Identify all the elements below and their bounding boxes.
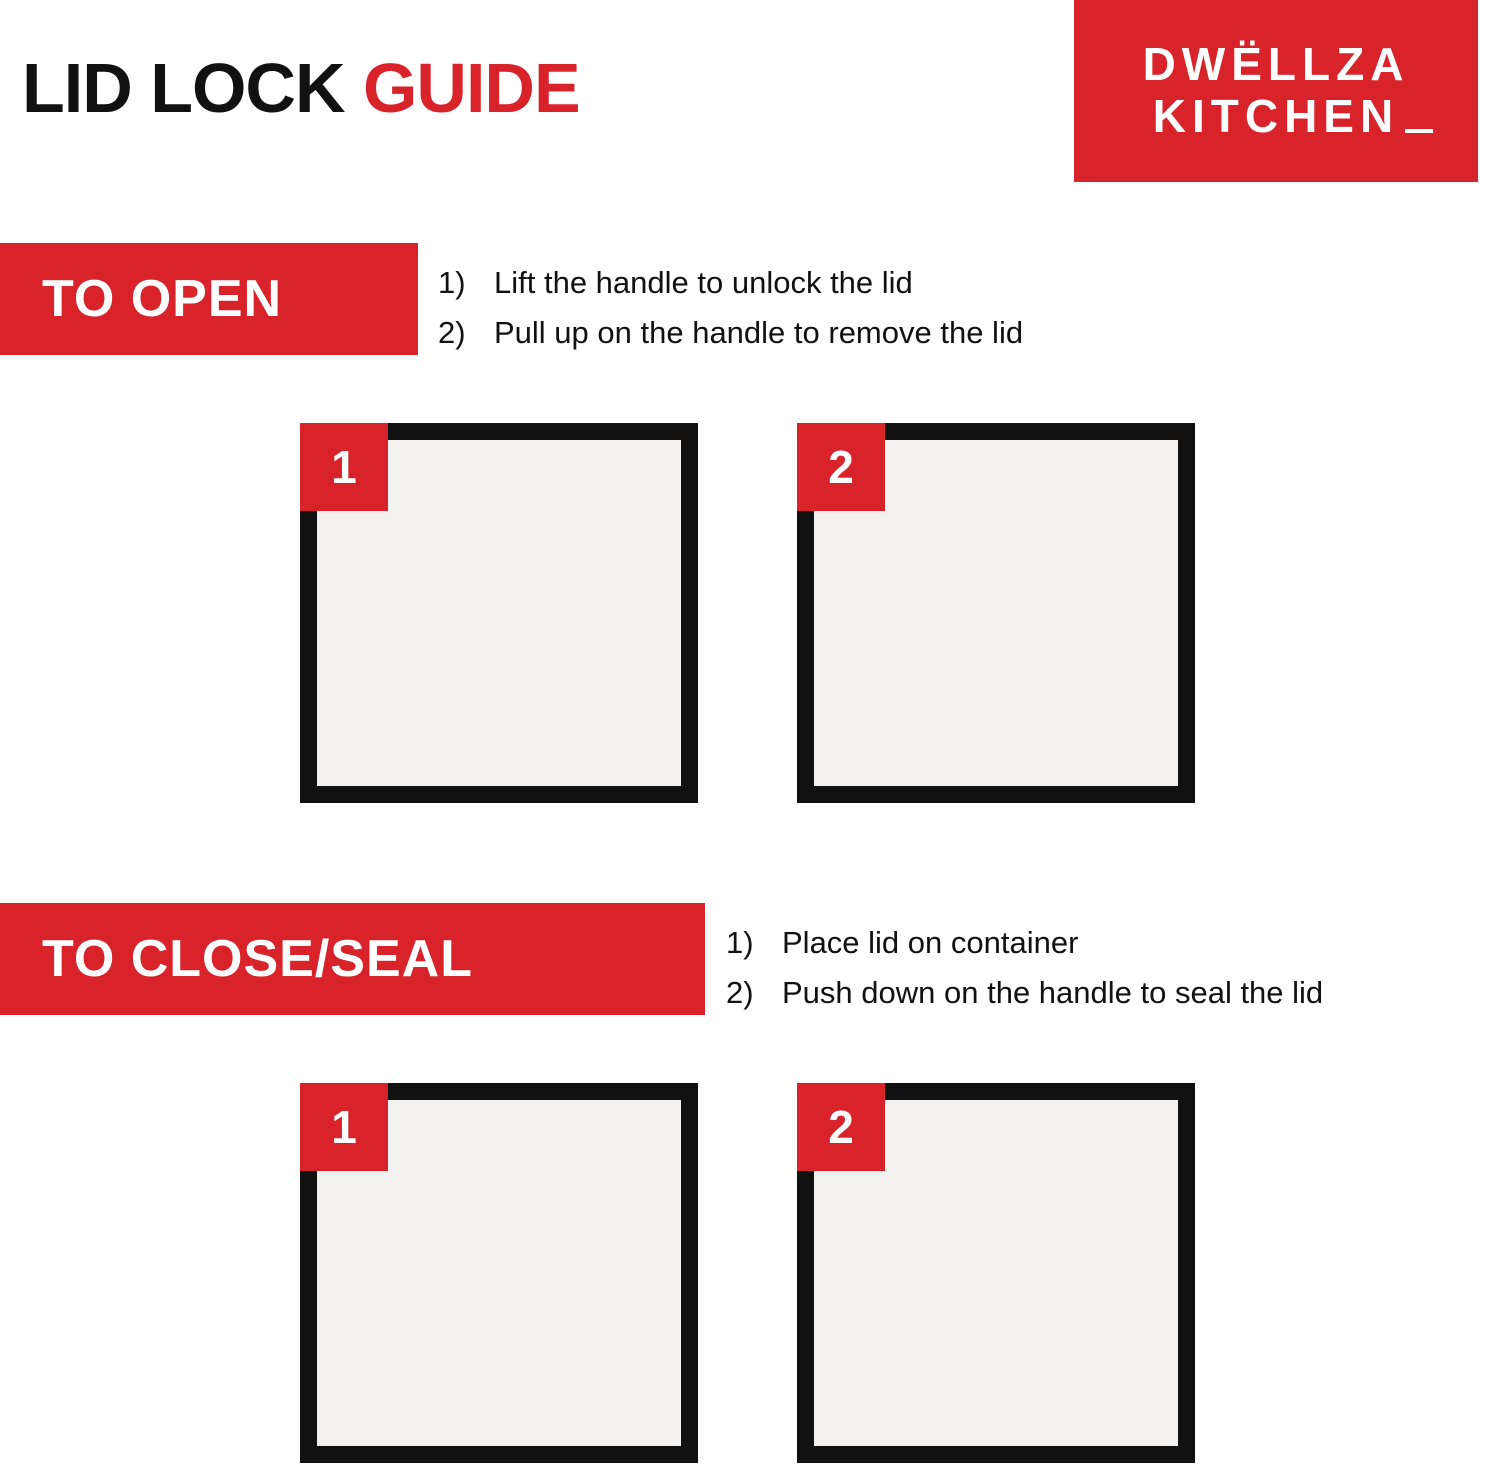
step-text: Push down on the handle to seal the lid <box>782 975 1324 1011</box>
step-number: 1) <box>438 265 466 300</box>
page-title <box>22 48 580 128</box>
steps-list-to-open <box>438 258 1023 358</box>
instruction-photo-close-2 <box>797 1083 1195 1463</box>
brand-name-line-2: KITCHEN <box>1152 90 1400 142</box>
step-number: 1) <box>726 925 754 960</box>
step-badge-close-2: 2 <box>797 1083 885 1171</box>
step-number: 2) <box>438 315 466 351</box>
brand-name-line-1: DWËLLZA <box>1142 38 1410 91</box>
instruction-photo-close-1 <box>300 1083 698 1463</box>
step-item <box>438 308 1023 358</box>
page-title-main: LID LOCK <box>22 49 363 127</box>
page-title-accent: GUIDE <box>362 49 580 127</box>
steps-list-to-close-seal <box>726 918 1323 1018</box>
step-badge-open-2: 2 <box>797 423 885 511</box>
step-text: Lift the handle to unlock the lid <box>494 265 913 300</box>
section-banner-to-open <box>0 243 418 355</box>
instruction-photo-open-1 <box>300 423 698 803</box>
step-item <box>726 968 1323 1018</box>
section-banner-to-close-seal-label: TO CLOSE/SEAL <box>42 930 473 988</box>
section-banner-to-open-label: TO OPEN <box>42 270 283 328</box>
step-badge-open-1: 1 <box>300 423 388 511</box>
step-text: Pull up on the handle to remove the lid <box>494 315 1024 351</box>
step-badge-close-1: 1 <box>300 1083 388 1171</box>
step-item <box>726 918 1323 968</box>
step-text: Place lid on container <box>782 925 1079 960</box>
brand-logo <box>1074 0 1478 182</box>
section-banner-to-close-seal <box>0 903 705 1015</box>
instruction-photo-open-2 <box>797 423 1195 803</box>
step-item <box>438 258 1023 308</box>
step-number: 2) <box>726 975 754 1011</box>
